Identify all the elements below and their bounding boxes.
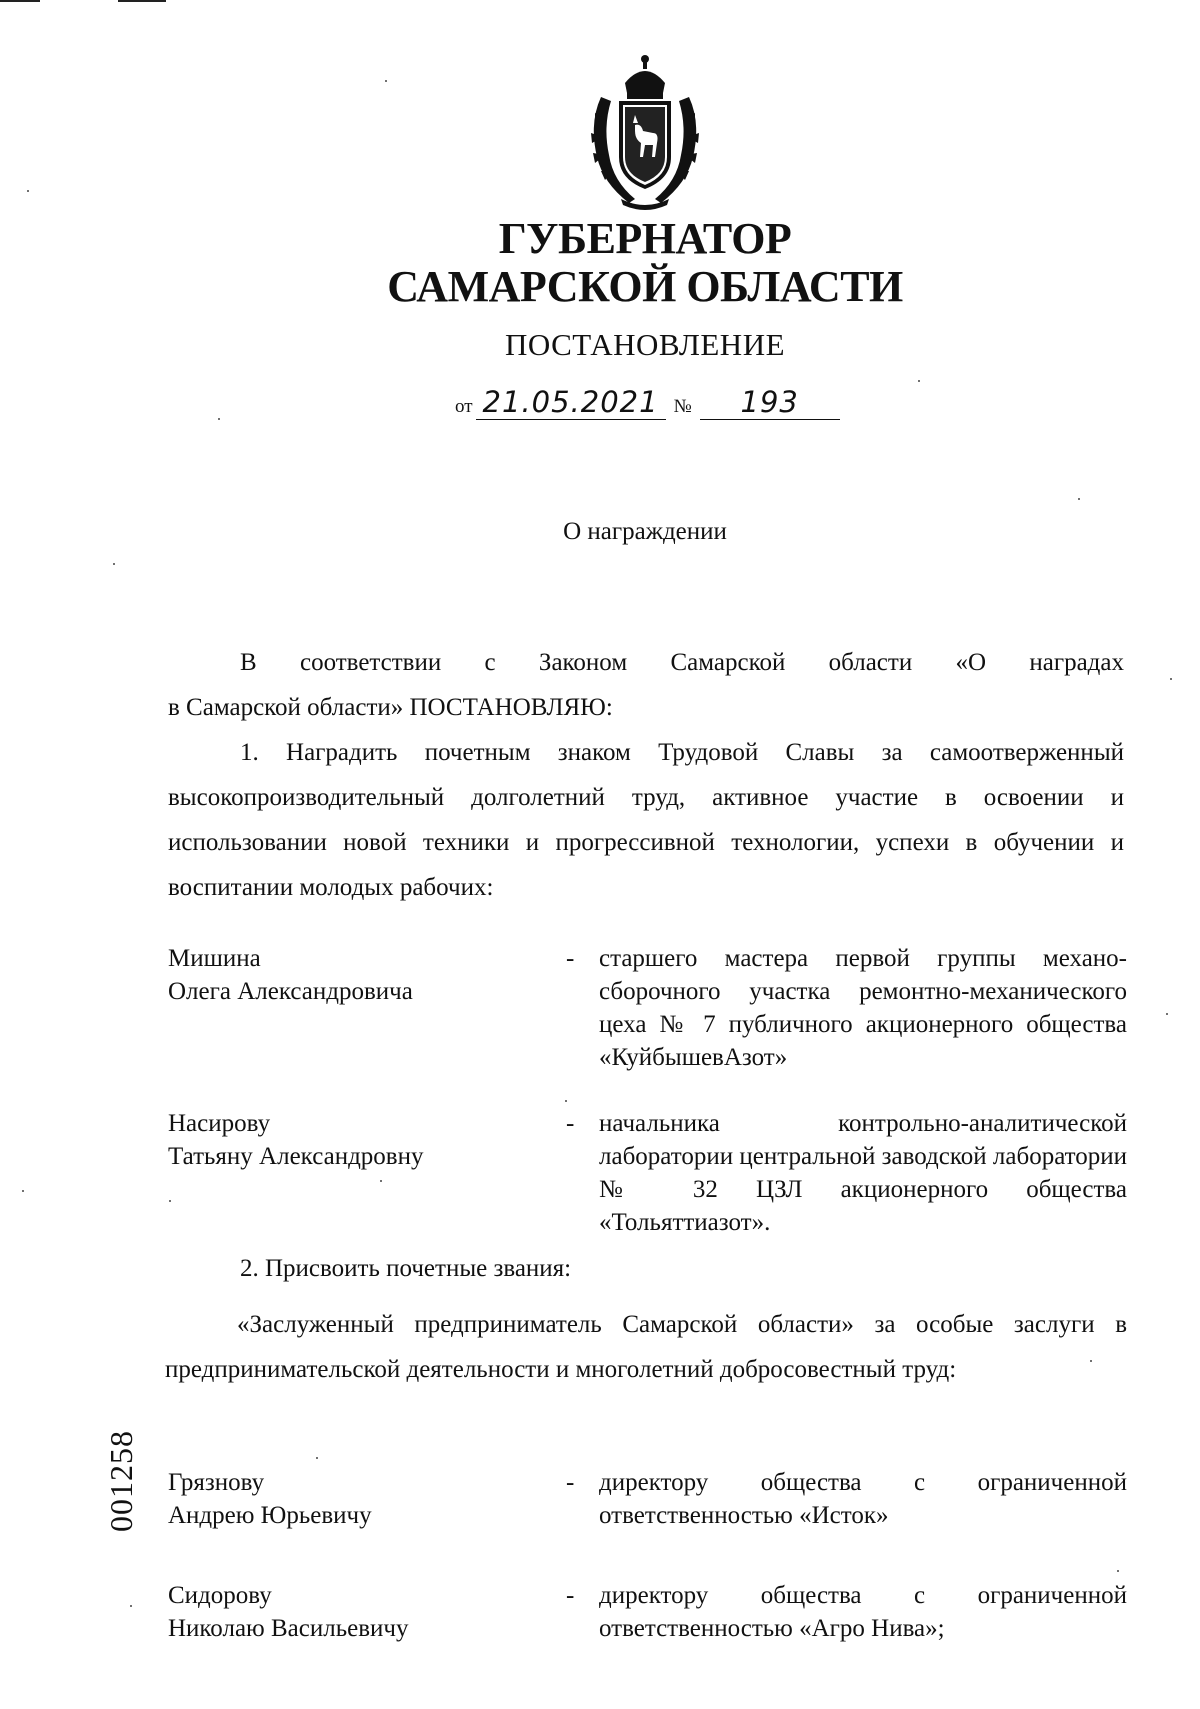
scan-speck [380, 1180, 382, 1182]
document-subject: О награждении [563, 518, 727, 545]
scan-speck [22, 1190, 24, 1192]
scan-speck [130, 1605, 132, 1607]
scan-edge-mark [0, 0, 40, 2]
recipient-surname: Сидорову [168, 1582, 272, 1609]
recipient-name [168, 1579, 558, 1645]
intro-line1: В соответствии с Законом Самарской области «О наградах [240, 649, 1124, 676]
scan-speck [218, 418, 220, 420]
recipient-description: старшего мастера первой группы механо-сборочного участка ремонтно-механического цеха № 7 публичного акционерного общества «КуйбышевАзот» [599, 945, 1127, 1071]
document-header [0, 215, 1200, 363]
scan-speck [316, 1457, 318, 1459]
number-label: № [673, 396, 692, 417]
dash-separator: - [566, 1469, 575, 1496]
recipient-name [168, 1466, 558, 1532]
document-type: ПОСТАНОВЛЕНИЕ [504, 327, 786, 362]
scan-edge-mark [118, 0, 166, 2]
intro-line2: в Самарской области» ПОСТАНОВЛЯЮ: [168, 694, 613, 721]
recipient-given-name: Татьяну Александровну [168, 1143, 424, 1170]
recipient-description: начальника контрольно-аналитической лаборатории центральной заводской лаборатории № 32 ЦЗЛ акционерного общества «Тольяттиазот». [599, 1110, 1127, 1236]
coat-of-arms-emblem [583, 53, 707, 211]
scan-speck [565, 1100, 567, 1102]
scan-speck [1166, 1013, 1168, 1015]
recipient-given-name: Олега Александровича [168, 978, 413, 1005]
handwritten-number: 193 [700, 385, 840, 420]
recipient-name [168, 1107, 558, 1173]
handwritten-date: 21.05.2021 [476, 385, 666, 420]
scan-speck [27, 190, 29, 192]
margin-serial-number: 001258 [103, 1430, 139, 1532]
recipient-surname: Мишина [168, 945, 261, 972]
recipient-given-name: Андрею Юрьевичу [168, 1502, 372, 1529]
scan-speck [1078, 498, 1080, 500]
item1-paragraph: 1. Наградить почетным знаком Трудовой Славы за самоотверженный высокопроизводительный долголетний труд, активное участие в освоении и использовании новой техники и прогрессивной технологии, успехи в обучении и воспитании молодых рабочих: [168, 739, 1124, 901]
recipient-name [168, 942, 558, 1008]
recipient-surname: Насирову [168, 1110, 271, 1137]
scan-speck [1170, 678, 1172, 680]
recipient-description: директору общества с ограниченной ответственностью «Агро Нива»; [599, 1582, 1127, 1642]
honorary-title-paragraph: «Заслуженный предприниматель Самарской области» за особые заслуги в предпринимательской деятельности и многолетний добросовестный труд: [165, 1311, 1127, 1383]
intro-paragraph [168, 640, 1124, 730]
date-number-line [455, 385, 840, 420]
scan-speck [1090, 1360, 1092, 1362]
authority-title-line1: ГУБЕРНАТОР [498, 214, 792, 263]
dash-separator: - [566, 1582, 575, 1609]
item2-heading: 2. Присвоить почетные звания: [240, 1255, 572, 1282]
authority-title-line2: САМАРСКОЙ ОБЛАСТИ [387, 262, 903, 311]
date-label: от [455, 396, 473, 417]
scan-speck [918, 380, 920, 382]
dash-separator: - [566, 945, 575, 972]
dash-separator: - [566, 1110, 575, 1137]
scan-speck [169, 1200, 171, 1202]
scan-speck [385, 80, 387, 82]
recipient-given-name: Николаю Васильевичу [168, 1615, 409, 1642]
scan-speck [113, 563, 115, 565]
recipient-surname: Грязнову [168, 1469, 265, 1496]
scan-speck [1117, 1570, 1119, 1572]
recipient-description: директору общества с ограниченной ответственностью «Исток» [599, 1469, 1127, 1529]
